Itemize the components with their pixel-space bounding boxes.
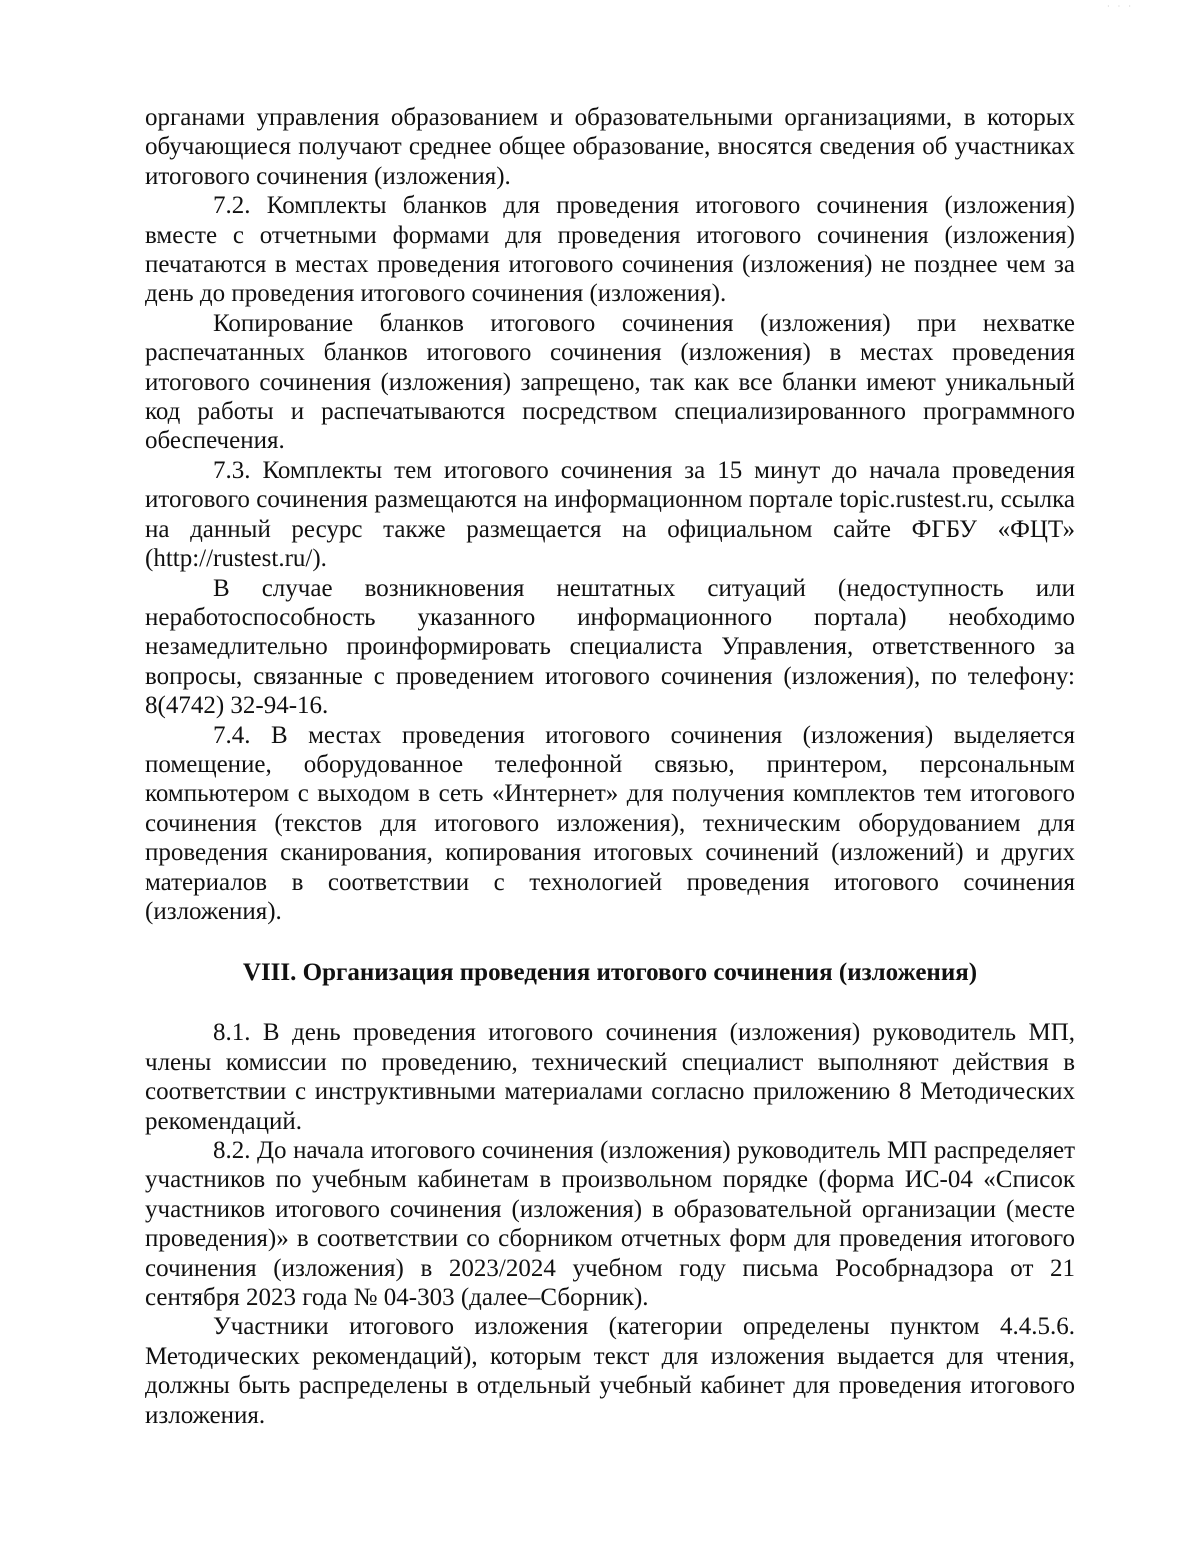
paragraph-emergency-contact: В случае возникновения нештатных ситуаций (недоступность или неработоспособность указанного информационного портала) необходимо незамедлительно проинформировать специалиста Управления, ответственного за вопросы, связанные с проведением итогового сочинения (изложения), по телефону: 8(4742) 32-94-16. — [145, 574, 1075, 720]
paragraph-7-3: 7.3. Комплекты тем итогового сочинения за 15 минут до начала проведения итогового сочинения размещаются на информационном портале topic.rustest.ru, ссылка на данный ресурс также размещается на официальном сайте ФГБУ «ФЦТ» (http://rustest.ru/). — [145, 456, 1075, 573]
scan-mark: · · · — [1107, 2, 1134, 11]
paragraph-exposition-participants: Участники итогового изложения (категории определены пунктом 4.4.5.6. Методических рекомендаций), которым текст для изложения выдается для чтения, должны быть распределены в отдельный учебный кабинет для проведения итогового изложения. — [145, 1313, 1075, 1429]
paragraph-7-4: 7.4. В местах проведения итогового сочинения (изложения) выделяется помещение, оборудованное телефонной связью, принтером, персональным компьютером с выходом в сеть «Интернет» для получения комплектов тем итогового сочинения (текстов для итогового изложения), техническим оборудованием для проведения сканирования, копирования итоговых сочинений (изложений) и других материалов в соответствии с технологией проведения итогового сочинения (изложения). — [145, 721, 1075, 925]
paragraph-8-1: 8.1. В день проведения итогового сочинения (изложения) руководитель МП, члены комиссии по проведению, технический специалист выполняют действия в соответствии с инструктивными материалами согласно приложению 8 Методических рекомендаций. — [145, 1019, 1075, 1135]
paragraph-7-1-continuation: органами управления образованием и образовательными организациями, в которых обучающиеся получают среднее общее образование, вносятся сведения об участниках итогового сочинения (изложения). — [145, 104, 1075, 190]
paragraph-8-2: 8.2. До начала итогового сочинения (изложения) руководитель МП распределяет участников по учебным кабинетам в произвольном порядке (форма ИС-04 «Список участников итогового сочинения (изложения) в образовательной организации (месте проведения)» в соответствии со сборником отчетных форм для проведения итогового сочинения (изложения) в 2023/2024 учебном году письма Рособрнадзора от 21 сентября 2023 года № 04-303 (далее–Сборник). — [145, 1137, 1075, 1312]
section-heading-viii: VIII. Организация проведения итогового сочинения (изложения) — [242, 959, 978, 987]
paragraph-7-2: 7.2. Комплекты бланков для проведения итогового сочинения (изложения) вместе с отчетными формами для проведения итогового сочинения (изложения) печатаются в местах проведения итогового сочинения (изложения) не позднее чем за день до проведения итогового сочинения (изложения). — [145, 192, 1075, 308]
paragraph-copying-forbidden: Копирование бланков итогового сочинения (изложения) при нехватке распечатанных бланков итогового сочинения (изложения) в местах проведения итогового сочинения (изложения) запрещено, так как все бланки имеют уникальный код работы и распечатываются посредством специализированного программного обеспечения. — [145, 309, 1075, 455]
document-page — [145, 103, 1075, 1430]
